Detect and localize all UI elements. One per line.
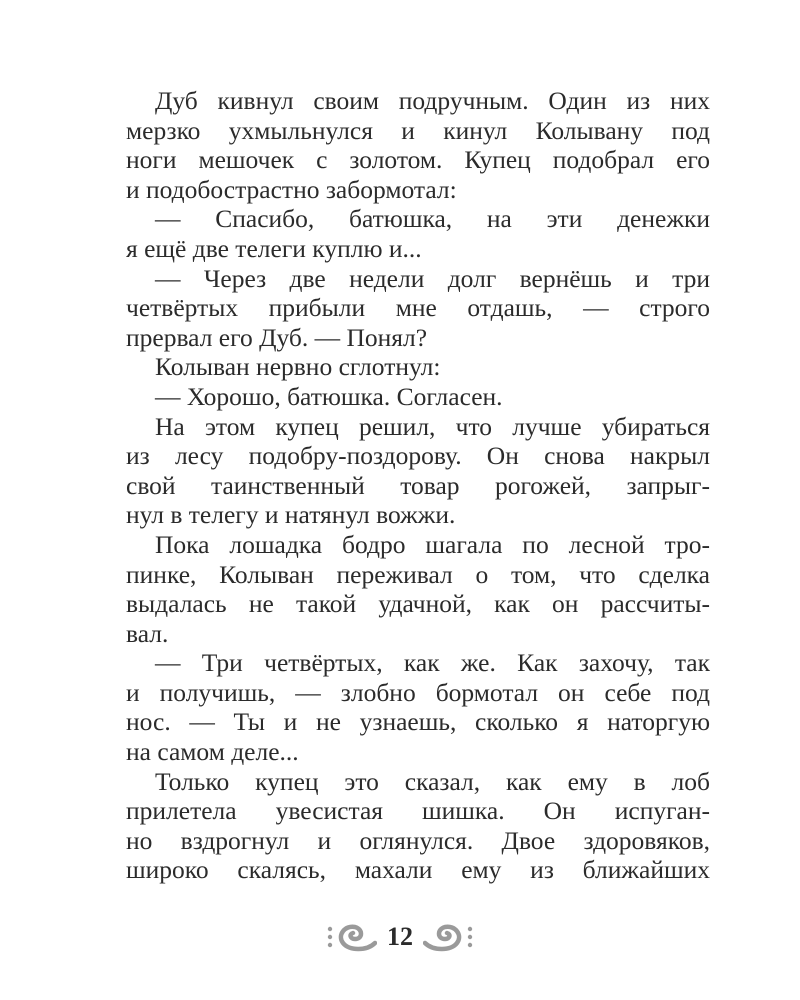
book-page-text <box>126 86 710 885</box>
text-line: Дуб кивнул своим подручным. Один из них <box>155 86 710 115</box>
text-line: На этом купец решил, что лучше убираться <box>155 411 710 441</box>
text-line: и подобострастно забормотал: <box>126 174 457 204</box>
text-line: ноги мешочек с золотом. Купец подобрал его <box>126 145 710 175</box>
text-line: — Через две недели долг вернёшь и три <box>155 263 710 293</box>
text-line: мерзко ухмыльнулся и кинул Колывану под <box>126 115 710 145</box>
text-line: выдалась не такой удачной, как он рассчиты- <box>126 589 710 619</box>
text-line: но вздрогнул и оглянулся. Двое здоровяков, <box>126 825 710 855</box>
text-line: прилетела увесистая шишка. Он испуган- <box>126 796 710 826</box>
text-line: прервал его Дуб. — Понял? <box>126 322 428 352</box>
text-line: на самом деле... <box>126 737 299 767</box>
text-line: Пока лошадка бодро шагала по лесной тро- <box>155 529 710 559</box>
text-line: нос. — Ты и не узнаешь, сколько я наторгую <box>126 707 710 737</box>
text-line: широко скалясь, махали ему из ближайших <box>126 855 710 885</box>
text-line: четвёртых прибыли мне отдашь, — строго <box>126 293 710 323</box>
right-ornament-icon <box>423 921 475 953</box>
text-line: — Спасибо, батюшка, на эти денежки <box>155 204 710 234</box>
text-line: нул в телегу и натянул вожжи. <box>126 500 456 530</box>
page-footer <box>0 915 800 959</box>
text-line: — Хорошо, батюшка. Согласен. <box>155 381 503 411</box>
text-line: вал. <box>126 618 169 648</box>
page-number: 12 <box>387 922 413 951</box>
text-line: из лесу подобру-поздорову. Он снова накрыл <box>126 441 710 471</box>
text-line: Только купец это сказал, как ему в лоб <box>155 766 710 796</box>
text-line: Колыван нервно сглотнул: <box>155 352 441 382</box>
text-line: я ещё две телеги куплю и... <box>126 233 422 263</box>
text-line: — Три четвёртых, как же. Как захочу, так <box>155 648 710 678</box>
text-line: свой таинственный товар рогожей, запрыг- <box>126 470 710 500</box>
left-ornament-icon <box>325 921 377 953</box>
text-line: и получишь, — злобно бормотал он себе под <box>126 677 710 707</box>
text-line: пинке, Колыван переживал о том, что сделка <box>126 559 710 589</box>
